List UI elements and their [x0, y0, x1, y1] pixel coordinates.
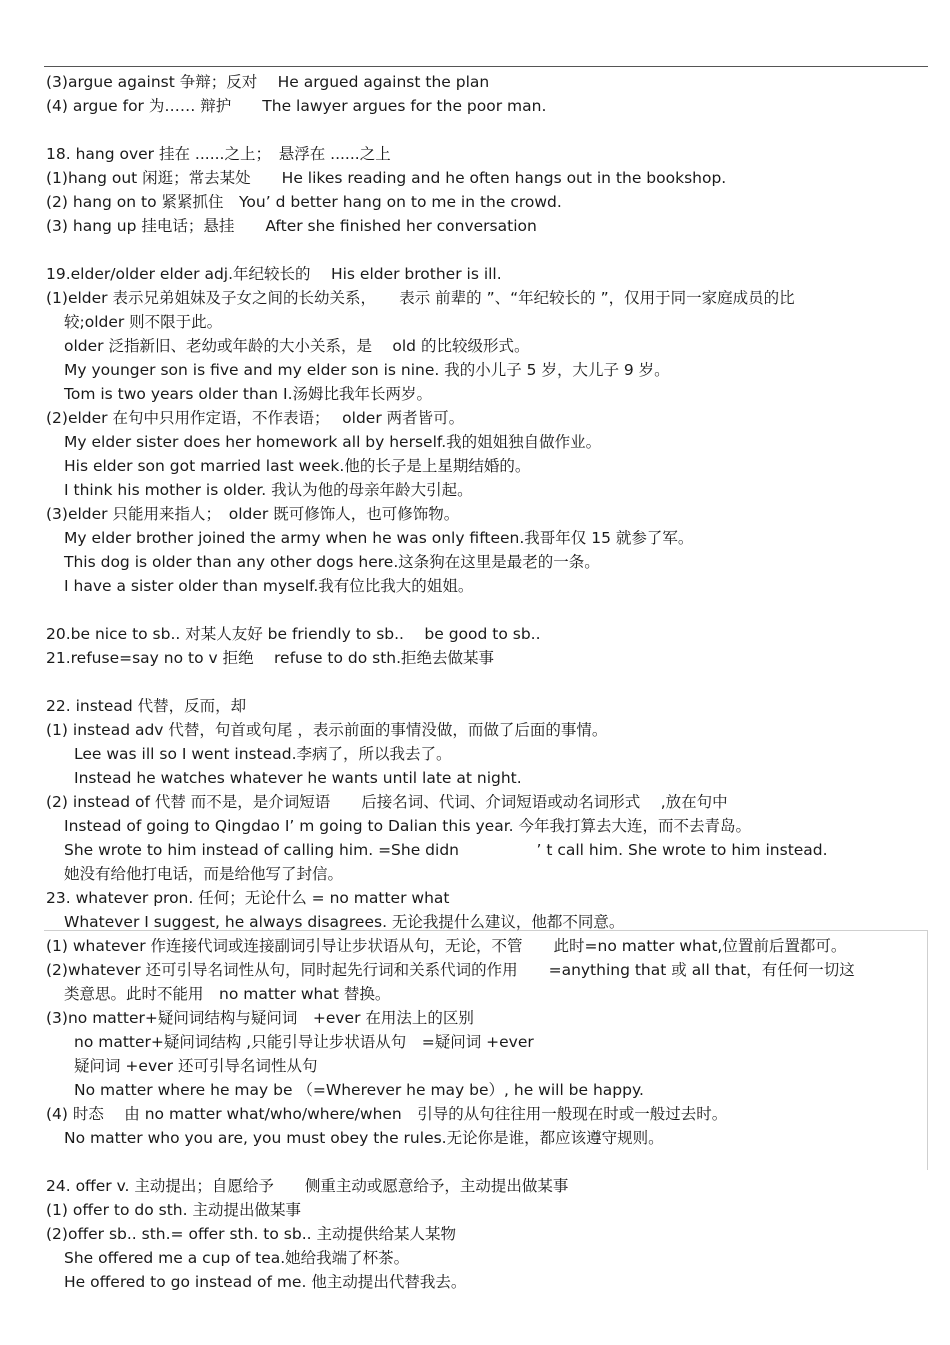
entry-heading-21: 21.refuse=say no to v 拒绝 refuse to do sth.拒绝去做某事 — [46, 649, 495, 667]
top-rule — [44, 66, 928, 67]
blank-line — [46, 1150, 926, 1174]
entry-heading-18: 18. hang over 挂在 ......之上； 悬浮在 ......之上 — [46, 145, 391, 163]
example-line: I have a sister older than myself.我有位比我大的姐姐。 — [64, 577, 474, 595]
blank-line — [46, 238, 926, 262]
text-line: (1)hang out 闲逛；常去某处 He likes reading and he often hangs out in the bookshop. — [46, 169, 727, 187]
example-line: No matter where he may be （=Wherever he may be）, he will be happy. — [74, 1081, 644, 1099]
text-line: (2) hang on to 紧紧抓住 You’ d better hang on to me in the crowd. — [46, 193, 562, 211]
text-line: (3)elder 只能用来指人； older 既可修饰人，也可修饰物。 — [46, 505, 460, 523]
text-line: 疑问词 +ever 还可引导名词性从句 — [74, 1057, 318, 1075]
blank-line — [46, 118, 926, 142]
text-line: (2)offer sb.. sth.= offer sth. to sb.. 主动提供给某人某物 — [46, 1225, 456, 1243]
text-line: (1) whatever 作连接代词或连接副词引导让步状语从句，无论，不管 此时=no matter what,位置前后置都可。 — [46, 937, 847, 955]
text-line: (2)elder 在句中只用作定语，不作表语； older 两者皆可。 — [46, 409, 465, 427]
document-page — [46, 70, 926, 1294]
blank-line — [46, 670, 926, 694]
example-line: No matter who you are, you must obey the rules.无论你是谁，都应该遵守规则。 — [64, 1129, 664, 1147]
example-line: She wrote to him instead of calling him. =She didn ’ t call him. She wrote to him instead. — [64, 841, 828, 859]
example-line: Lee was ill so I went instead.李病了，所以我去了。 — [74, 745, 452, 763]
side-rule — [927, 930, 928, 1170]
example-line: 她没有给他打电话，而是给他写了封信。 — [64, 865, 344, 883]
text-line: (1)elder 表示兄弟姐妹及子女之间的长幼关系， 表示 前辈的 ”、“年纪较长的 ”，仅用于同一家庭成员的比 — [46, 289, 795, 307]
example-line: My younger son is five and my elder son is nine. 我的小儿子 5 岁，大儿子 9 岁。 — [64, 361, 670, 379]
text-line: (1) offer to do sth. 主动提出做某事 — [46, 1201, 301, 1219]
entry-heading-24: 24. offer v. 主动提出；自愿给予 侧重主动或愿意给予，主动提出做某事 — [46, 1177, 569, 1195]
text-line: (2)whatever 还可引导名词性从句，同时起先行词和关系代词的作用 =anything that 或 all that，有任何一切这 — [46, 961, 855, 979]
example-line: His elder son got married last week.他的长子是上星期结婚的。 — [64, 457, 531, 475]
entry-heading-19: 19.elder/older elder adj.年纪较长的 His elder brother is ill. — [46, 265, 502, 283]
text-line: (3) hang up 挂电话；悬挂 After she finished her conversation — [46, 217, 537, 235]
example-line: Instead of going to Qingdao I’ m going to Dalian this year. 今年我打算去大连，而不去青岛。 — [64, 817, 752, 835]
text-line: (3)argue against 争辩；反对 He argued against the plan — [46, 73, 490, 91]
text-line: older 泛指新旧、老幼或年龄的大小关系，是 old 的比较级形式。 — [64, 337, 530, 355]
entry-heading-23: 23. whatever pron. 任何；无论什么 = no matter what — [46, 889, 450, 907]
example-line: She offered me a cup of tea.她给我端了杯茶。 — [64, 1249, 410, 1267]
example-line: He offered to go instead of me. 他主动提出代替我去。 — [64, 1273, 467, 1291]
example-line: This dog is older than any other dogs here.这条狗在这里是最老的一条。 — [64, 553, 600, 571]
entry-heading-22: 22. instead 代替，反而，却 — [46, 697, 247, 715]
text-line: 较;older 则不限于此。 — [64, 313, 223, 331]
text-line: 类意思。此时不能用 no matter what 替换。 — [64, 985, 391, 1003]
text-line: (4) argue for 为…… 辩护 The lawyer argues for the poor man. — [46, 97, 547, 115]
text-line: no matter+疑问词结构 ,只能引导让步状语从句 =疑问词 +ever — [74, 1033, 534, 1051]
text-line: (4) 时态 由 no matter what/who/where/when 引导的从句往往用一般现在时或一般过去时。 — [46, 1105, 728, 1123]
text-line: (2) instead of 代替 而不是，是介词短语 后接名词、代词、介词短语或动名词形式 ,放在句中 — [46, 793, 728, 811]
entry-heading-20: 20.be nice to sb.. 对某人友好 be friendly to sb.. be good to sb.. — [46, 625, 541, 643]
example-line: Instead he watches whatever he wants until late at night. — [74, 769, 522, 787]
example-line: I think his mother is older. 我认为他的母亲年龄大引起。 — [64, 481, 473, 499]
example-line: Whatever I suggest, he always disagrees. 无论我提什么建议，他都不同意。 — [64, 913, 625, 931]
example-line: Tom is two years older than I.汤姆比我年长两岁。 — [64, 385, 433, 403]
example-line: My elder brother joined the army when he was only fifteen.我哥年仅 15 就参了军。 — [64, 529, 694, 547]
example-line: My elder sister does her homework all by herself.我的姐姐独自做作业。 — [64, 433, 602, 451]
text-line: (1) instead adv 代替，句首或句尾 ，表示前面的事情没做，而做了后面的事情。 — [46, 721, 608, 739]
text-line: (3)no matter+疑问词结构与疑问词 +ever 在用法上的区别 — [46, 1009, 474, 1027]
blank-line — [46, 598, 926, 622]
